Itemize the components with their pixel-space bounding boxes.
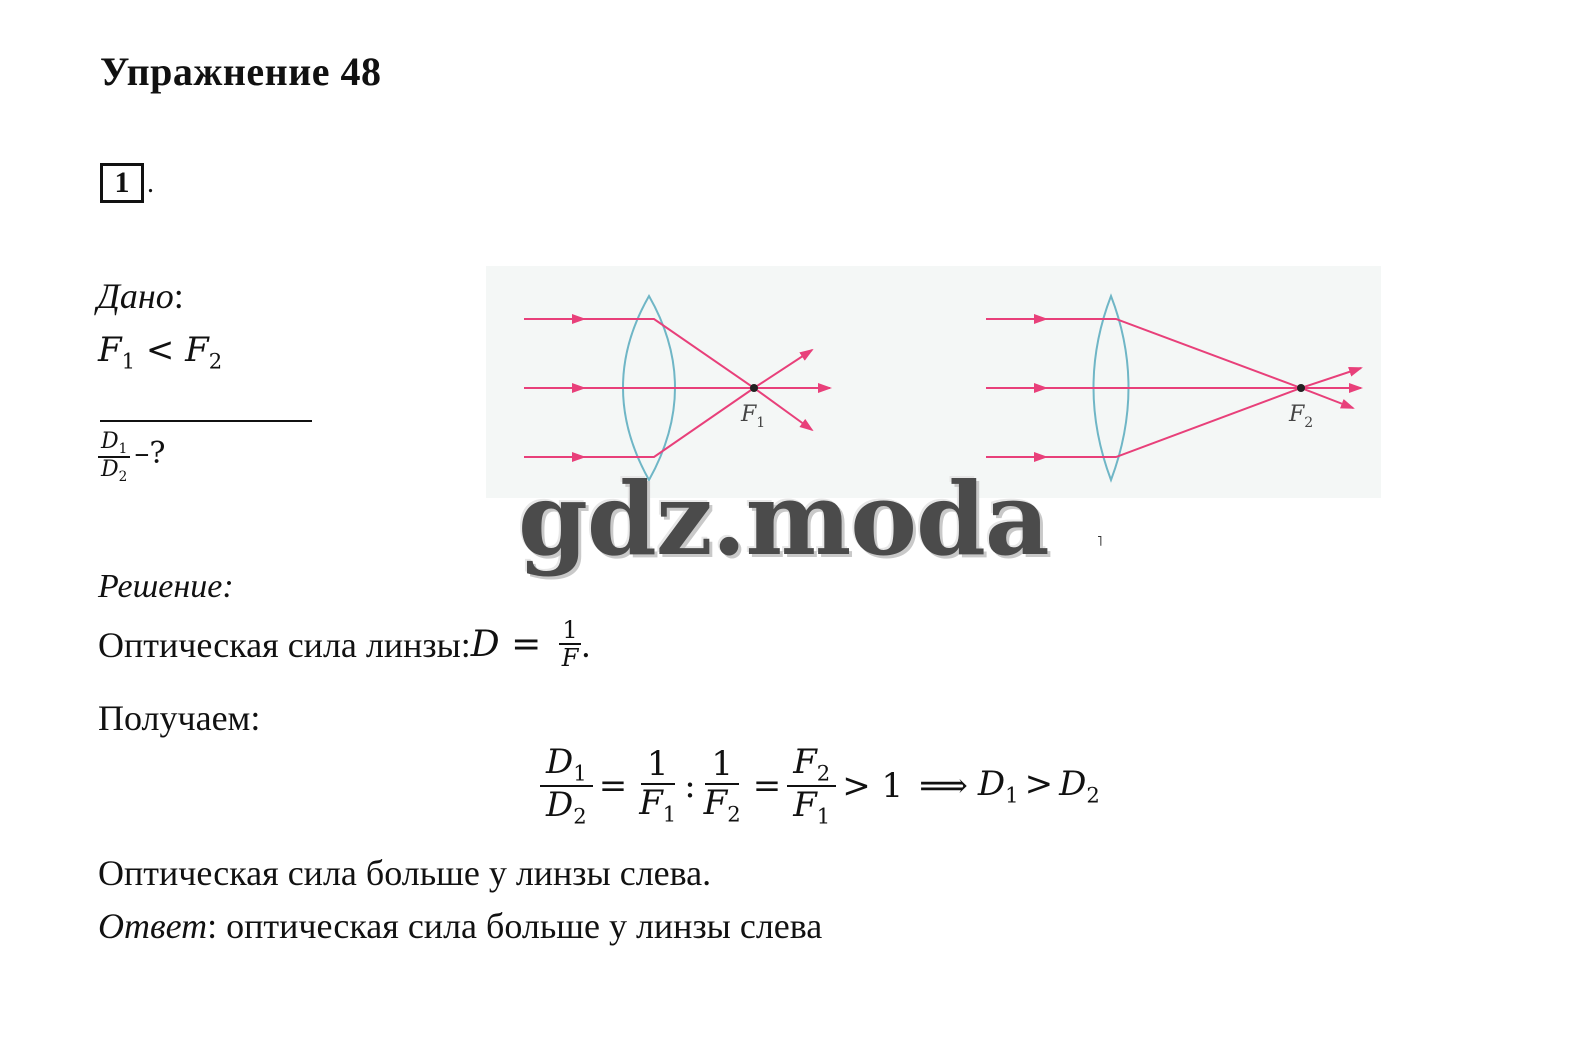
stray-mark: ˥: [1097, 535, 1103, 550]
line1-den: F: [561, 644, 579, 673]
formula-frac-1: [540, 742, 593, 828]
f2-den: F: [639, 782, 663, 823]
formula-implies: ⟹: [919, 766, 968, 807]
f1-num: D: [546, 742, 574, 782]
r-rhs-sub: 2: [1086, 782, 1100, 808]
left-focus-label: $F_1$: [741, 402, 766, 431]
answer-label: Ответ: [98, 906, 208, 946]
r-op: >: [1024, 764, 1054, 805]
f3-den-sub: 2: [727, 800, 741, 826]
right-focus-point: [1297, 384, 1305, 392]
given-colon: :: [173, 276, 184, 316]
given-rhs-sub: 2: [208, 348, 223, 374]
line1-num: 1: [559, 618, 580, 645]
line1-fraction: [559, 618, 582, 672]
formula-frac-4: [787, 742, 836, 828]
line1-text: Оптическая сила линзы:: [98, 624, 471, 665]
formula-gt-one: > 1: [842, 766, 904, 807]
r-lhs-sub: 1: [1005, 782, 1019, 808]
given-op: <: [135, 330, 186, 370]
find-den-letter: D: [101, 457, 119, 483]
r-lhs: D: [977, 764, 1006, 805]
given-lhs-sub: 1: [121, 348, 136, 374]
f3-num: 1: [705, 747, 739, 785]
find-denominator: [98, 458, 130, 485]
find-numerator: [98, 430, 130, 458]
given-divider: [100, 420, 312, 422]
left-rays: [524, 319, 830, 457]
line1-lhs: D: [470, 624, 500, 666]
formula-eq-1: =: [598, 766, 628, 807]
formula-colon: :: [684, 766, 696, 807]
find-den-sub: 2: [118, 468, 128, 485]
f2-num: 1: [641, 747, 675, 785]
given-relation: [98, 330, 222, 373]
r-rhs: D: [1059, 764, 1087, 805]
task-number-dot: .: [147, 168, 154, 199]
find-expression: [98, 430, 165, 485]
solution-label: Решение:: [98, 568, 234, 605]
find-fraction: [98, 430, 130, 485]
f1-num-sub: 1: [573, 760, 587, 786]
page-title: Упражнение 48: [100, 49, 382, 94]
solution-line-2: Получаем:: [98, 698, 261, 738]
find-num-letter: D: [101, 429, 119, 454]
f4-num-sub: 2: [816, 760, 831, 786]
f1-den: D: [546, 784, 574, 825]
given-rhs: F: [185, 330, 209, 370]
formula-eq-2: =: [752, 766, 782, 807]
line1-eq: =: [499, 624, 553, 666]
f2-den-sub: 1: [662, 800, 677, 826]
task-number: 1: [114, 166, 130, 199]
answer-text: : оптическая сила больше у линзы слева: [207, 906, 823, 946]
answer-line: [98, 905, 822, 947]
f4-den: F: [793, 784, 817, 825]
main-formula: [540, 742, 1100, 828]
f4-den-sub: 1: [816, 802, 831, 828]
watermark-logo: gdz.moda: [518, 460, 1049, 578]
line1-end: .: [581, 624, 591, 665]
given-lhs: F: [98, 330, 122, 370]
find-num-sub: 1: [118, 440, 128, 457]
formula-result: [978, 764, 1100, 807]
given-label-text: Дано: [97, 276, 174, 316]
task-number-box: [100, 163, 144, 203]
solution-line-1: [98, 618, 590, 672]
solution-line-3: Оптическая сила больше у линзы слева.: [98, 853, 712, 893]
right-focus-label: $F_2$: [1289, 402, 1314, 431]
formula-frac-2: [633, 743, 682, 826]
f4-num: F: [793, 742, 817, 782]
f3-den: F: [703, 782, 728, 823]
f1-den-sub: 2: [573, 802, 587, 828]
left-focus-point: [750, 384, 758, 392]
formula-frac-3: [698, 743, 747, 826]
find-question: –?: [134, 436, 166, 472]
given-label: [97, 275, 184, 317]
